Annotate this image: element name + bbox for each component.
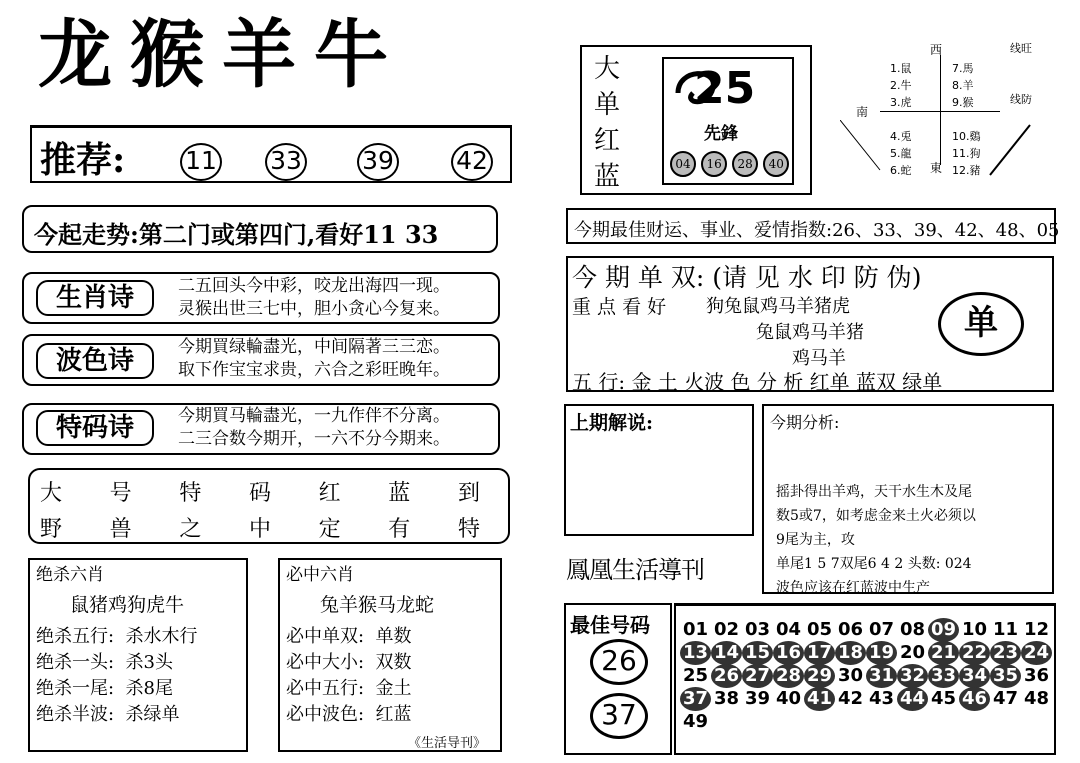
poem-line: 二五回头今中彩，咬龙出海四一现。	[178, 276, 450, 296]
hit-line: 必中单双: 单数	[286, 626, 412, 647]
number-cell: 35	[990, 664, 1021, 688]
vanguard-vertical: 大 单 红 蓝	[594, 54, 621, 192]
number-cell: 06	[837, 619, 864, 640]
poem-label: 生肖诗	[36, 280, 154, 316]
hit-title: 必中六肖	[286, 565, 354, 585]
single-double-box	[566, 256, 1054, 392]
trend-box	[22, 205, 498, 253]
number-cell: 05	[806, 619, 833, 640]
number-cell: 18	[835, 641, 866, 665]
last-period-box	[564, 404, 754, 536]
number-cell: 39	[744, 688, 771, 709]
number-cell: 43	[868, 688, 895, 709]
poem-line: 今期買绿輪盡光，中间隔著三三恋。	[178, 337, 450, 357]
vanguard-box	[580, 45, 812, 195]
poem-line: 今期買马輪盡光，一九作伴不分离。	[178, 406, 450, 426]
recommend-label: 推荐:	[40, 139, 126, 181]
number-cell: 44	[897, 687, 928, 711]
number-cell: 11	[992, 619, 1019, 640]
recommend-number: 42	[451, 143, 493, 181]
number-cell: 42	[837, 688, 864, 709]
focus-line: 狗兔鼠鸡马羊猪虎	[706, 296, 850, 317]
number-row	[680, 618, 1052, 642]
number-cell: 24	[1021, 641, 1052, 665]
kill-line: 绝杀五行: 杀水木行	[36, 626, 198, 647]
kill-animals: 鼠猪鸡狗虎牛	[70, 594, 185, 616]
index-text: 今期最佳财运、事业、爱情指数:26、33、39、42、48、05	[574, 220, 1060, 241]
hit-footer: 《生活导刊》	[408, 736, 487, 751]
poem-line: 二三合数今期开，一六不分今期来。	[178, 429, 450, 449]
number-cell: 16	[773, 641, 804, 665]
vanguard-inner	[662, 57, 794, 185]
number-cell: 01	[682, 619, 709, 640]
grid-row: 大 号 特 码 红 蓝 到	[40, 481, 480, 506]
recommend-number: 11	[180, 143, 222, 181]
number-cell: 14	[711, 641, 742, 665]
number-cell: 45	[930, 688, 957, 709]
analysis-box	[762, 404, 1054, 594]
hit-line: 必中波色: 红蓝	[286, 704, 412, 725]
number-cell: 08	[899, 619, 926, 640]
number-cell: 36	[1023, 665, 1050, 686]
number-cell: 49	[682, 711, 709, 732]
number-row	[680, 687, 1052, 711]
five-elements: 五 行: 金 土 火波 色 分 析 红单 蓝双 绿单	[572, 370, 943, 394]
analysis-body: 摇卦得出羊鸡，天干水生木及尾 数5或7，如考虑金来土火必须以 9尾为主，攻 单尾1 5 7双尾6 4 2 头数: 024 波色应该在红蓝波中生产	[776, 484, 976, 596]
number-cell: 19	[866, 641, 897, 665]
grid-row: 野 兽 之 中 定 有 特	[40, 517, 480, 542]
compass-top-right: 线旺 线防	[1010, 42, 1032, 106]
best-box	[564, 603, 672, 755]
number-cell: 09	[928, 618, 959, 642]
best-pick: 26	[590, 639, 648, 685]
number-cell: 12	[1023, 619, 1050, 640]
number-cell: 23	[990, 641, 1021, 665]
number-cell: 22	[959, 641, 990, 665]
kill-box	[28, 558, 248, 752]
kill-line: 绝杀一头: 杀3头	[36, 652, 173, 673]
number-cell: 20	[899, 642, 926, 663]
number-cell: 38	[713, 688, 740, 709]
best-label: 最佳号码	[570, 613, 650, 637]
compass-west: 西	[930, 43, 943, 57]
page-title: 龙猴羊牛	[38, 12, 406, 98]
compass-south: 南	[856, 105, 869, 119]
recommend-number: 33	[265, 143, 307, 181]
last-period-label: 上期解说:	[570, 412, 654, 434]
number-cell: 40	[775, 688, 802, 709]
poem-label: 特码诗	[36, 410, 154, 446]
index-box	[566, 208, 1060, 244]
poem-line: 灵猴出世三七中，胆小贪心今复来。	[178, 299, 450, 319]
hit-animals: 兔羊猴马龙蛇	[320, 594, 435, 616]
number-cell: 04	[775, 619, 802, 640]
compass-diagonals	[840, 120, 1040, 180]
number-cell: 28	[773, 664, 804, 688]
best-pick: 37	[590, 693, 648, 739]
compass-right-list: 7.馬 8.羊 9.猴 10.鷄 11.狗 12.豬	[952, 62, 981, 177]
number-cell: 46	[959, 687, 990, 711]
number-cell: 03	[744, 619, 771, 640]
number-cell: 47	[992, 688, 1019, 709]
focus-label: 重 点 看 好	[572, 296, 667, 318]
number-cell: 02	[713, 619, 740, 640]
kill-title: 绝杀六肖	[36, 565, 104, 585]
vanguard-label: 先鋒	[704, 124, 738, 144]
number-cell: 26	[711, 664, 742, 688]
number-cell: 30	[837, 665, 864, 686]
analysis-title: 今期分析:	[770, 413, 840, 432]
vanguard-balls: 04 16 28 40	[670, 151, 789, 177]
number-cell: 17	[804, 641, 835, 665]
brand: 鳳凰生活導刊	[566, 556, 704, 584]
number-row	[680, 710, 711, 734]
trend-text: 今起走势:第二门或第四门,看好11 33	[34, 220, 439, 249]
number-cell: 37	[680, 687, 711, 711]
number-cell: 07	[868, 619, 895, 640]
single-badge: 单	[938, 292, 1024, 356]
hit-line: 必中大小: 双数	[286, 652, 412, 673]
kill-line: 绝杀一尾: 杀8尾	[36, 678, 173, 699]
number-cell: 10	[961, 619, 988, 640]
compass-left-list: 1.鼠 2.牛 3.虎 4.兎 5.龍 6.蛇	[890, 62, 912, 177]
compass-east: 東	[930, 161, 943, 175]
number-cell: 34	[959, 664, 990, 688]
number-cell: 15	[742, 641, 773, 665]
hit-box	[278, 558, 502, 752]
focus-line: 鸡马羊	[792, 348, 846, 369]
hit-line: 必中五行: 金土	[286, 678, 412, 699]
single-double-header: 今 期 单 双: (请 见 水 印 防 伪)	[572, 263, 922, 292]
number-cell: 32	[897, 664, 928, 688]
number-cell: 21	[928, 641, 959, 665]
number-cell: 25	[682, 665, 709, 686]
kill-line: 绝杀半波: 杀绿单	[36, 704, 180, 725]
number-cell: 13	[680, 641, 711, 665]
poem-label: 波色诗	[36, 343, 154, 379]
vanguard-number: 25	[694, 63, 756, 114]
number-row	[680, 664, 1052, 688]
focus-line: 兔鼠鸡马羊猪	[756, 322, 864, 343]
number-cell: 48	[1023, 688, 1050, 709]
number-cell: 27	[742, 664, 773, 688]
number-row	[680, 641, 1052, 665]
number-cell: 31	[866, 664, 897, 688]
poem-line: 取下作宝宝求贵，六合之彩旺晚年。	[178, 360, 450, 380]
recommend-number: 39	[357, 143, 399, 181]
number-cell: 41	[804, 687, 835, 711]
number-cell: 33	[928, 664, 959, 688]
number-cell: 29	[804, 664, 835, 688]
